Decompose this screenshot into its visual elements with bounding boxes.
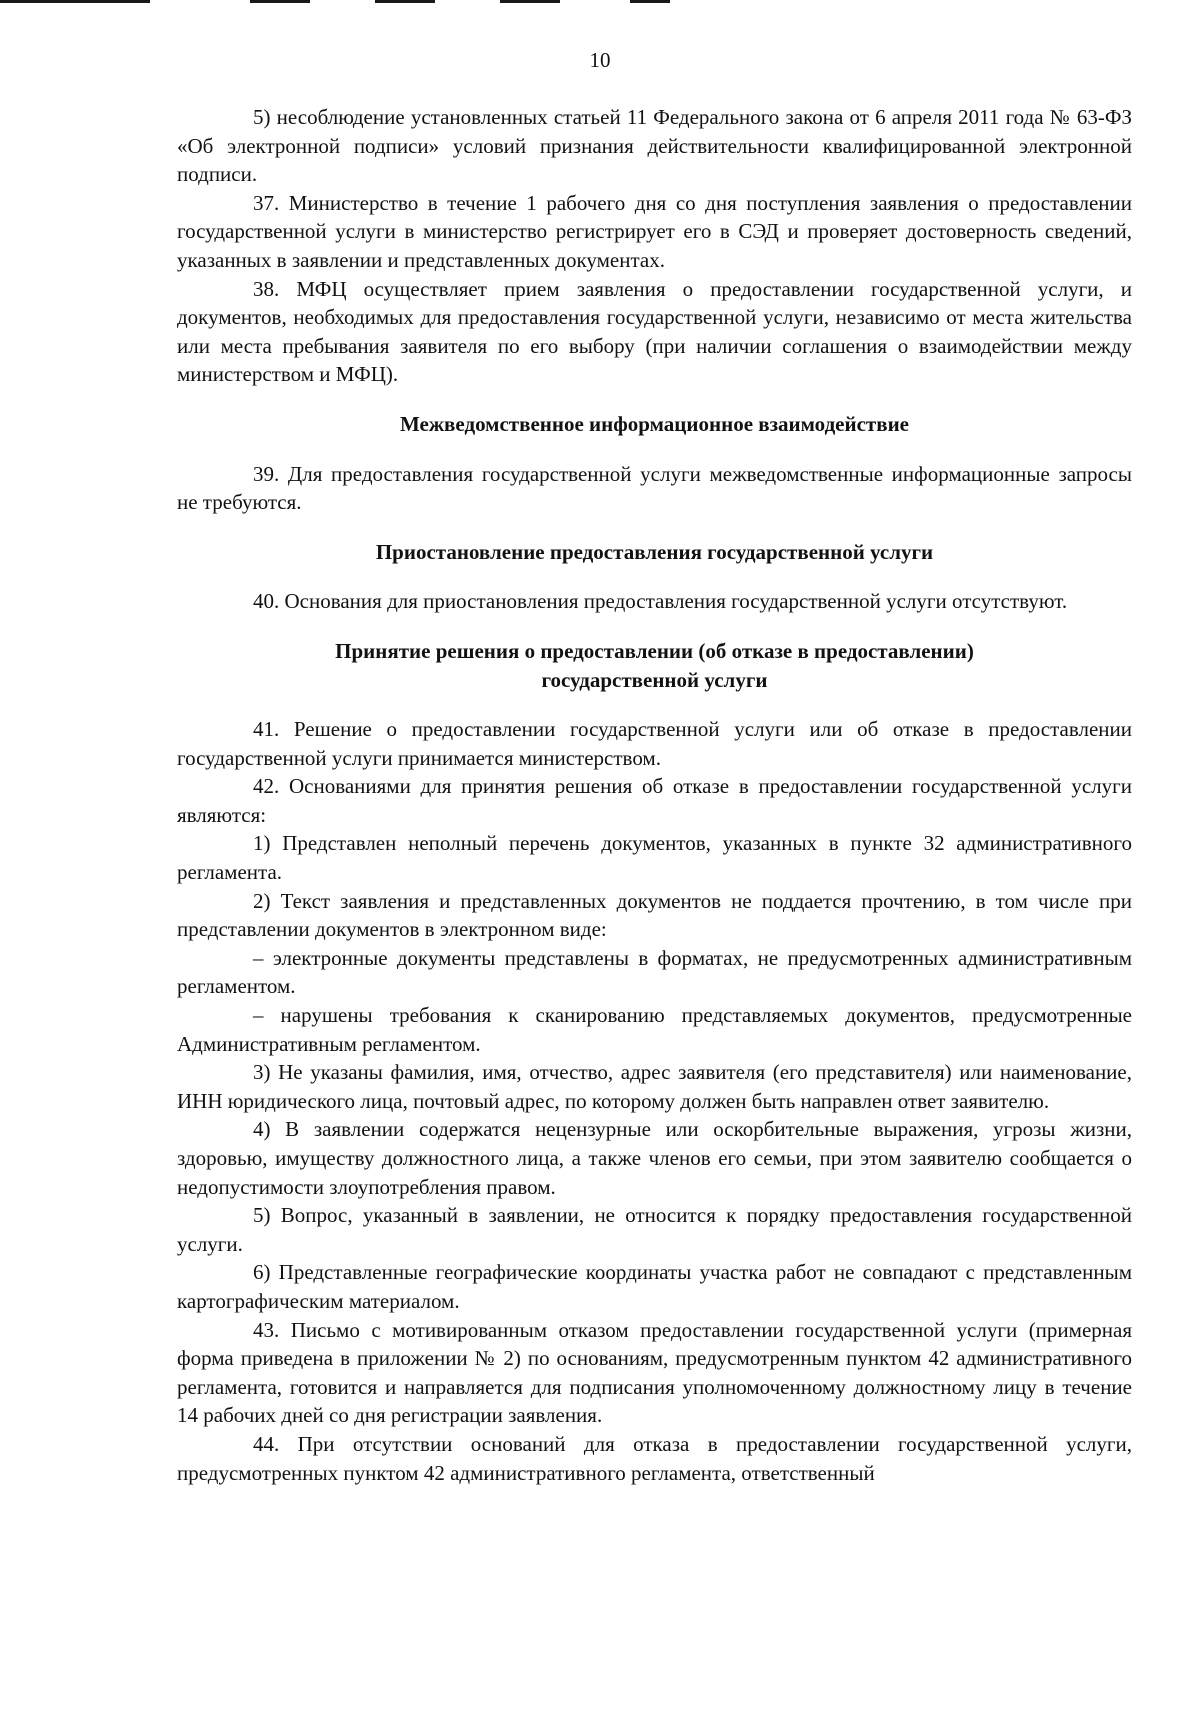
section-heading-decision: Принятие решения о предоставлении (об отказе в предоставлении) государственной услуги: [335, 638, 974, 692]
paragraph-43: 43. Письмо с мотивированным отказом предоставлении государственной услуги (примерная форма приведена в приложении № 2) по основаниям, предусмотренным пунктом 42 административного регламента, готовится и направляется для подписания уполномоченному должностному лицу в течение 14 рабочих дней со дня регистрации заявления.: [177, 1317, 1132, 1428]
scan-edge-mark: [630, 0, 670, 3]
list-item-3: 3) Не указаны фамилия, имя, отчество, адрес заявителя (его представителя) или наименование, ИНН юридического лица, почтовый адрес, по которому должен быть направлен ответ заявителю.: [177, 1060, 1132, 1113]
paragraph-39: 39. Для предоставления государственной услуги межведомственные информационные запросы не требуются.: [177, 461, 1132, 515]
section-heading-interagency: Межведомственное информационное взаимодействие: [399, 411, 910, 436]
paragraph-41: 41. Решение о предоставлении государственной услуги или об отказе в предоставлении государственной услуги принимается министерством.: [177, 717, 1132, 770]
paragraph-37: 37. Министерство в течение 1 рабочего дня со дня поступления заявления о предоставлении государственной услуги в министерство регистрирует его в СЭД и проверяет достоверность сведений, указанных в заявлении и представленных документах.: [177, 190, 1132, 272]
scan-edge-mark: [375, 0, 435, 3]
list-item-4: 4) В заявлении содержатся нецензурные или оскорбительные выражения, угрозы жизни, здоровью, имуществу должностного лица, а также членов его семьи, при этом заявителю сообщается о недопустимости злоупотребления правом.: [177, 1117, 1132, 1199]
scan-edge-mark: [0, 0, 150, 3]
page-number: 10: [589, 48, 611, 72]
paragraph-item-5: 5) несоблюдение установленных статьей 11 Федерального закона от 6 апреля 2011 года № 63-ФЗ «Об электронной подписи» условий признания действительности квалифицированной электронной подписи.: [177, 105, 1132, 187]
document-body: [177, 103, 1132, 1487]
list-subitem-formats: – электронные документы представлены в форматах, не предусмотренных административным регламентом.: [177, 945, 1132, 999]
list-item-5: 5) Вопрос, указанный в заявлении, не относится к порядку предоставления государственной услуги.: [177, 1203, 1132, 1256]
section-heading-suspension: Приостановление предоставления государственной услуги: [375, 539, 934, 564]
paragraph-42: 42. Основаниями для принятия решения об отказе в предоставлении государственной услуги являются:: [177, 774, 1132, 827]
list-item-6: 6) Представленные географические координаты участка работ не совпадают с представленным картографическим материалом.: [177, 1260, 1132, 1313]
paragraph-44: 44. При отсутствии оснований для отказа в предоставлении государственной услуги, предусмотренных пунктом 42 административного регламента, ответственный: [177, 1431, 1132, 1485]
list-item-1: 1) Представлен неполный перечень документов, указанных в пункте 32 административного регламента.: [177, 831, 1132, 885]
paragraph-38: 38. МФЦ осуществляет прием заявления о предоставлении государственной услуги, и документов, необходимых для предоставления государственной услуги, независимо от места жительства или места пребывания заявителя по его выбору (при наличии соглашения о взаимодействии между министерством и МФЦ).: [177, 276, 1132, 387]
scan-edge-mark: [500, 0, 560, 3]
list-subitem-scanning: – нарушены требования к сканированию представляемых документов, предусмотренные Административным регламентом.: [177, 1003, 1132, 1056]
paragraph-40: 40. Основания для приостановления предоставления государственной услуги отсутствуют.: [253, 589, 1068, 614]
scan-edge-mark: [250, 0, 310, 3]
list-item-2: 2) Текст заявления и представленных документов не поддается прочтению, в том числе при представлении документов в электронном виде:: [177, 888, 1132, 942]
